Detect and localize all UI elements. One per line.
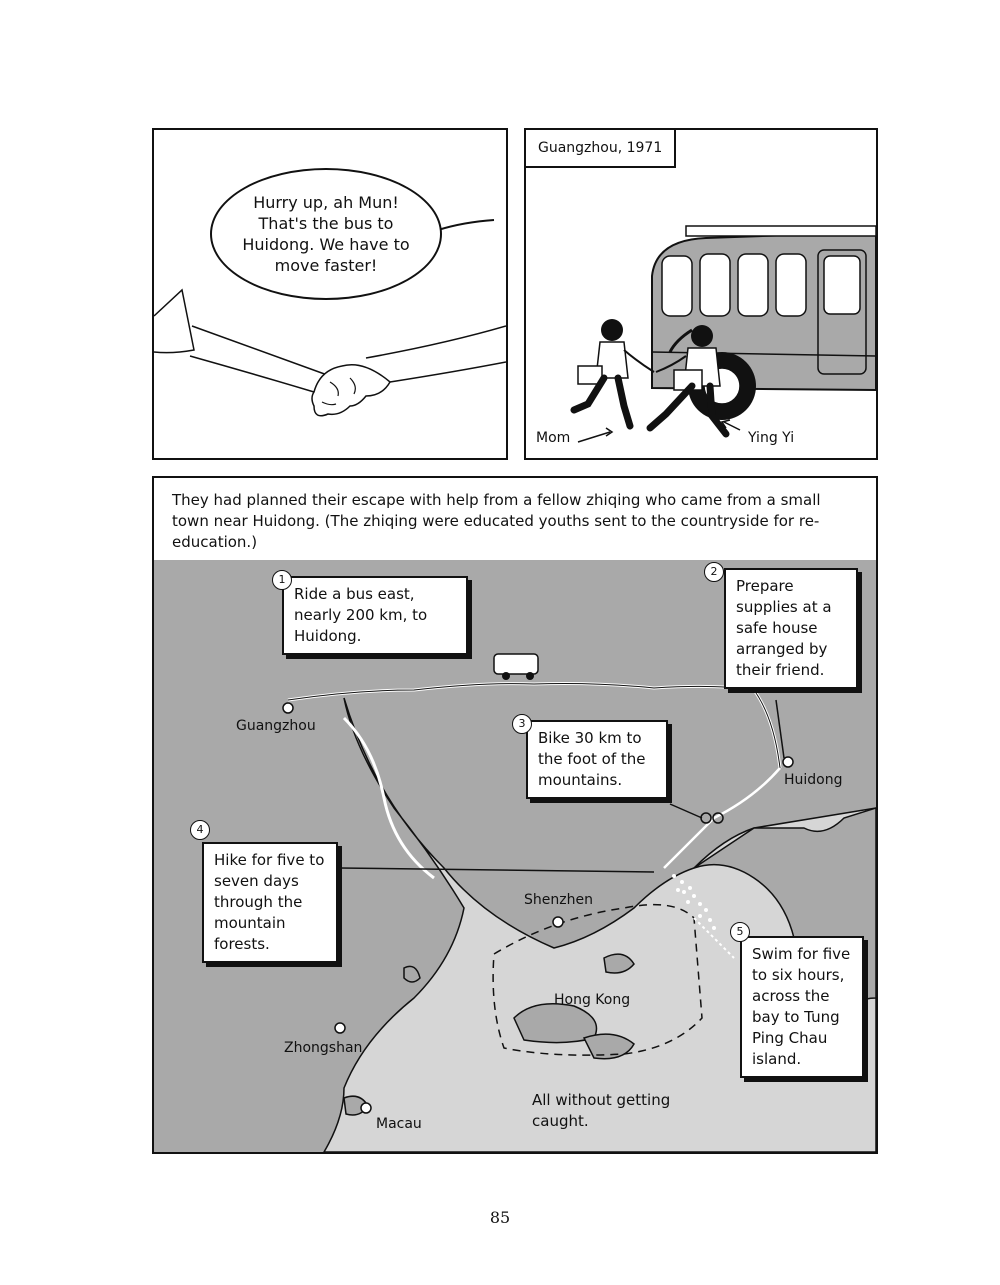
page-number: 85 [489, 1208, 511, 1227]
step-2-number: 2 [704, 562, 724, 582]
label-ying-yi: Ying Yi [748, 430, 795, 446]
panel-hands [152, 128, 508, 460]
step-4-number: 4 [190, 820, 210, 840]
place-guangzhou: Guangzhou [236, 718, 316, 734]
step-2-text: Prepare supplies at a safe house arranged by their friend. [736, 577, 832, 679]
step-5-box [740, 936, 864, 1078]
step-1-box [282, 576, 468, 655]
label-mom: Mom [536, 430, 571, 446]
speech-text: Hurry up, ah Mun! That's the bus to Huidong. We have to move faster! [242, 193, 410, 275]
step-4-text: Hike for five to seven days through the mountain forests. [214, 851, 325, 953]
caption-text: Guangzhou, 1971 [538, 140, 663, 156]
place-shenzhen: Shenzhen [524, 892, 593, 908]
step-4-box [202, 842, 338, 963]
place-zhongshan: Zhongshan [284, 1040, 363, 1056]
place-huidong: Huidong [784, 772, 843, 788]
panel-escape-map [152, 476, 878, 1154]
place-hong-kong: Hong Kong [554, 992, 631, 1008]
place-macau: Macau [376, 1116, 422, 1132]
step-5-number: 5 [730, 922, 750, 942]
step-1-text: Ride a bus east, nearly 200 km, to Huidong. [294, 585, 428, 645]
time-place-caption [524, 128, 676, 168]
speech-balloon [210, 168, 442, 300]
step-3-box [526, 720, 668, 799]
step-1-number: 1 [272, 570, 292, 590]
bus-illustration [526, 130, 876, 458]
step-5-text: Swim for five to six hours, across the bay to Tung Ping Chau island. [752, 945, 851, 1068]
panel-bus [524, 128, 878, 460]
step-3-text: Bike 30 km to the foot of the mountains. [538, 729, 646, 789]
step-2-box [724, 568, 858, 689]
step-3-number: 3 [512, 714, 532, 734]
closing-caption: All without getting caught. [532, 1091, 671, 1130]
narration-intro: They had planned their escape with help from a fellow zhiqing who came from a small town near Huidong. (The zhiqing were educated youths sent to the countryside for re-education.) [172, 491, 821, 551]
